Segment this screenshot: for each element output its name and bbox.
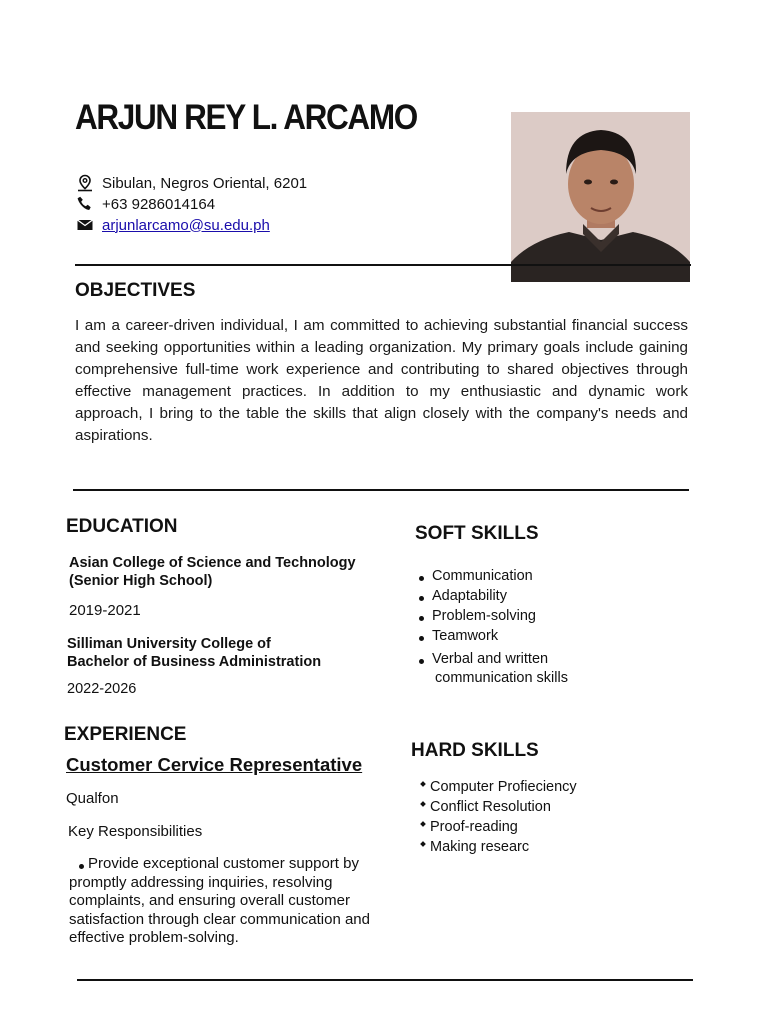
envelope-icon — [76, 216, 94, 234]
education-years-1: 2019-2021 — [69, 602, 141, 619]
list-item: Proof-reading — [421, 817, 577, 837]
responsibilities-label: Key Responsibilities — [68, 823, 203, 840]
contact-email — [76, 215, 270, 235]
objectives-text: I am a career-driven individual, I am committed to achieving substantial financial success and seeking opportunities within a leading organization. My primary goals include gaining comprehensive full-time work experience and contributing to shared objectives through effective management practices. In addition to my enthusiastic and dynamic work approach, I bring to the table the skills that align closely with the company's needs and aspirations. — [75, 317, 688, 444]
bullet-icon — [79, 864, 84, 869]
list-item-continuation: communication skills — [435, 670, 568, 686]
hard-skills-heading: HARD SKILLS — [411, 740, 539, 761]
location-pin-icon — [76, 174, 94, 192]
education-school-2: Silliman University College of Bachelor of Business Administration — [67, 636, 322, 670]
bullet-icon — [420, 821, 426, 827]
bullet-icon — [420, 801, 426, 807]
education-years-2: 2022-2026 — [67, 681, 137, 697]
hard-skills-list — [421, 777, 577, 857]
contact-phone: +63 9286014164 — [76, 194, 215, 214]
list-item: Adaptability — [419, 586, 568, 606]
profile-photo — [511, 112, 690, 282]
bullet-icon — [419, 659, 424, 664]
list-item: Computer Profieciency — [421, 777, 577, 797]
soft-skills-list — [419, 566, 568, 688]
bullet-icon — [419, 576, 424, 581]
bullet-icon — [419, 636, 424, 641]
job-title: Customer Cervice Representative — [66, 754, 363, 775]
objectives-heading: OBJECTIVES — [75, 280, 196, 301]
list-item: Making researc — [421, 837, 577, 857]
bullet-icon — [420, 781, 426, 787]
candidate-name: ARJUN REY L. ARCAMO — [75, 98, 417, 137]
phone-icon — [76, 195, 94, 213]
education-school-1: Asian College of Science and Technology (Senior High School) — [69, 555, 356, 589]
contact-address: Sibulan, Negros Oriental, 6201 — [76, 173, 307, 193]
email-link[interactable]: arjunlarcamo@su.edu.ph — [102, 216, 270, 234]
bullet-icon — [420, 841, 426, 847]
experience-heading: EXPERIENCE — [64, 724, 187, 745]
divider-header — [75, 264, 691, 266]
education-heading: EDUCATION — [66, 516, 178, 537]
soft-skills-heading: SOFT SKILLS — [415, 523, 539, 544]
list-item: Conflict Resolution — [421, 797, 577, 817]
bullet-icon — [419, 596, 424, 601]
list-item: Problem-solving — [419, 606, 568, 626]
list-item: Teamwork — [419, 626, 568, 646]
bullet-icon — [419, 616, 424, 621]
divider-objectives — [73, 489, 689, 491]
list-item: Communication — [419, 566, 568, 586]
responsibility-item: Provide exceptional customer support by promptly addressing inquiries, resolving complaints, and ensuring overall customer satisfaction through clear communication and effective problem-solving. — [69, 855, 370, 946]
list-item: Verbal and written — [419, 650, 568, 669]
company-name: Qualfon — [66, 790, 119, 807]
divider-bottom — [77, 979, 693, 981]
